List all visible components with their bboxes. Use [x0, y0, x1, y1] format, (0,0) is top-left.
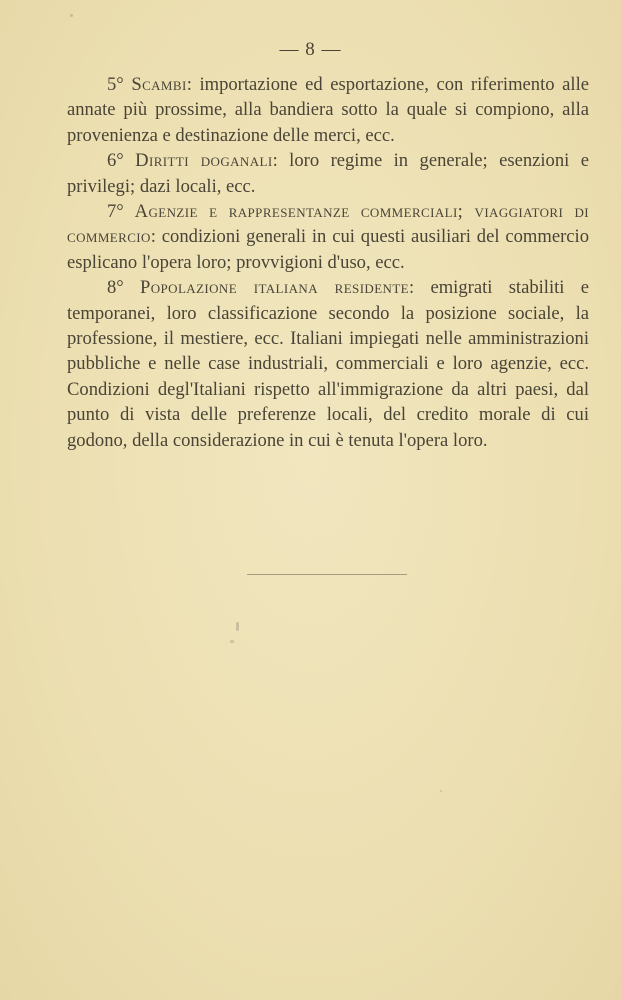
paragraph-ordinal: 7°: [107, 201, 124, 223]
paragraph-body: loro regime in generale; esenzioni e privilegi; dazi locali, ecc.: [67, 150, 589, 197]
paragraph-separator: :: [272, 150, 278, 172]
paragraph-heading: Scambi: [131, 74, 187, 95]
paragraph-ordinal: 8°: [107, 277, 124, 299]
paragraph-separator: :: [150, 226, 156, 248]
paragraph-scambi: [67, 72, 589, 148]
paragraph-agenzie: [67, 199, 589, 275]
paragraph-diritti-doganali: [67, 148, 589, 199]
paper-speck: [440, 790, 442, 792]
paper-speck: [230, 640, 234, 643]
closing-rule: [247, 574, 407, 575]
paragraph-heading: Diritti doganali: [135, 150, 273, 172]
paragraph-ordinal: 6°: [107, 150, 124, 172]
paragraph-body: importazione ed esportazione, con riferimento alle annate più prossime, alla bandiera sotto la quale si compiono, alla provenienza e destinazione delle merci, ecc.: [67, 74, 589, 146]
paragraph-popolazione: [67, 275, 589, 453]
paragraph-ordinal: 5°: [107, 74, 124, 95]
body-text: [67, 72, 589, 453]
paragraph-heading: Agenzie e rappresentanze commerciali; viaggiatori di commercio: [67, 201, 589, 248]
page-number: — 8 —: [279, 39, 342, 60]
paragraph-heading: Popolazione italiana residente: [140, 277, 410, 299]
paragraph-body: emigrati stabiliti e temporanei, loro classificazione secondo la posizione sociale, la professione, il mestiere, ecc. Italiani impiegati nelle amministrazioni pubbliche e nelle case industriali, commerciali e loro agenzie, ecc. Condizioni degl'Italiani rispetto all'immigrazione da altri paesi, dal punto di vista delle preferenze locali, del credito morale di cui godono, della considerazione in cui è tenuta l'opera loro.: [67, 277, 589, 451]
paragraph-separator: :: [409, 277, 415, 299]
paper-speck: [70, 14, 73, 17]
paper-speck: [236, 622, 239, 631]
paragraph-separator: :: [186, 74, 192, 95]
paragraph-body: condizioni generali in cui questi ausiliari del commercio esplicano l'opera loro; provvigioni d'uso, ecc.: [67, 226, 589, 273]
